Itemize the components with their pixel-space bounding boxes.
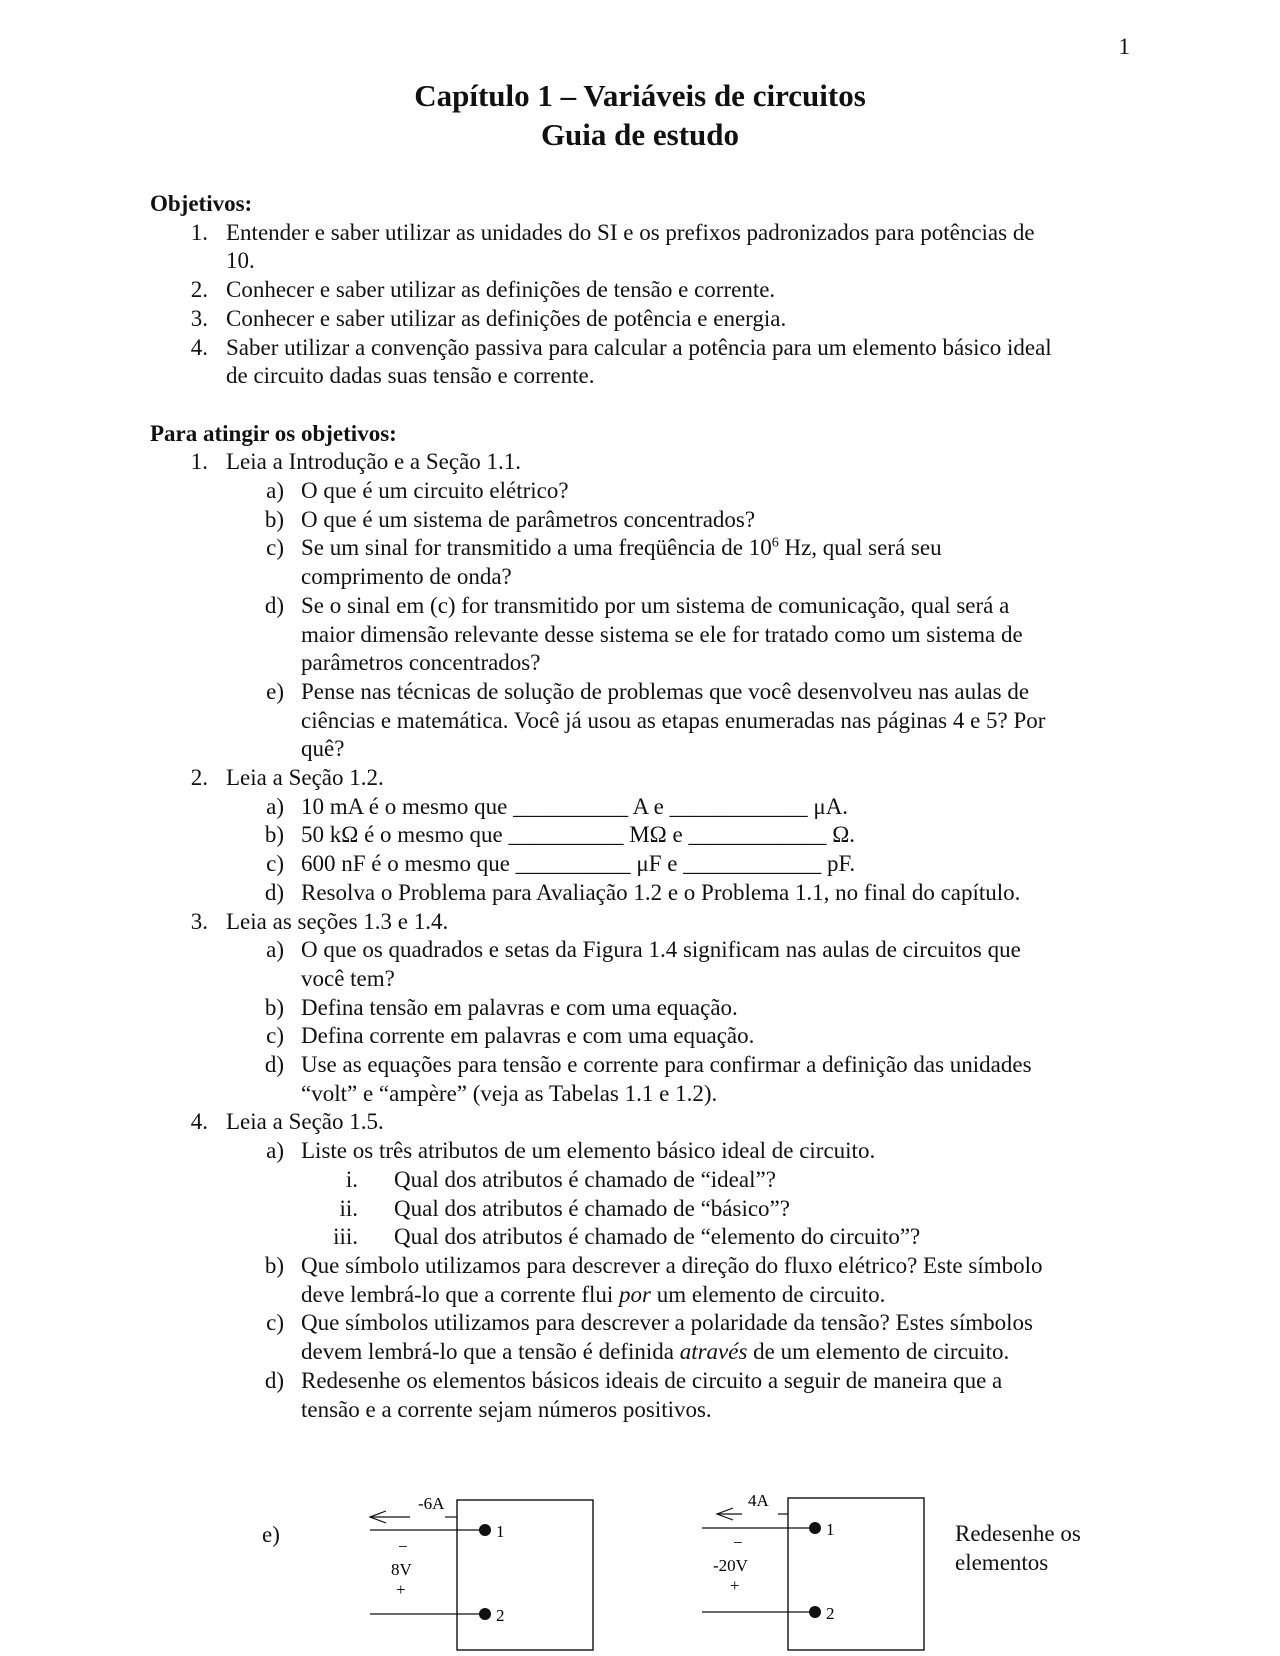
sub-item-text: Pense nas técnicas de solução de problemas que você desenvolveu nas aulas de <box>301 678 1030 704</box>
item-text-line: Saber utilizar a convenção passiva para calcular a potência para um elemento básico ideal <box>226 334 1052 360</box>
sub-item-label: b) <box>264 994 284 1020</box>
page-title <box>0 76 1280 154</box>
sub-item-label: d) <box>264 879 284 905</box>
roman-sub-item <box>150 1195 1150 1224</box>
sub-item-text: quê? <box>301 736 345 762</box>
minus-sign: − <box>733 1533 743 1552</box>
roman-label: iii. <box>333 1224 358 1250</box>
sub-item <box>150 821 1150 850</box>
node-1-label: 1 <box>826 1520 835 1539</box>
sub-item-text: 600 nF é o mesmo que __________ μF e ____________ pF. <box>301 851 856 877</box>
voltage-label: -20V <box>713 1556 748 1575</box>
objective-item <box>150 276 1150 305</box>
sub-item-label: c) <box>266 1310 284 1336</box>
sub-item-text: Liste os três atributos de um elemento básico ideal de circuito. <box>301 1138 876 1164</box>
sub-item <box>150 1051 1150 1108</box>
steps-heading: Para atingir os objetivos: <box>150 420 397 446</box>
item-text-line: Leia as seções 1.3 e 1.4. <box>226 908 449 934</box>
sub-item-label: e) <box>262 1522 280 1547</box>
sub-item-text: O que é um sistema de parâmetros concentrados? <box>301 506 756 532</box>
roman-sub-item <box>150 1223 1150 1252</box>
item-number: 2. <box>190 277 208 303</box>
sub-item-label: d) <box>264 1052 284 1078</box>
sub-item-text: 10 mA é o mesmo que __________ A e ____________ μA. <box>301 793 849 819</box>
sub-item <box>150 1367 1150 1424</box>
sub-item-text: parâmetros concentrados? <box>301 650 541 676</box>
sub-item-text: comprimento de onda? <box>301 564 512 590</box>
sub-item-text: Que símbolos utilizamos para descrever a polaridade da tensão? Estes símbolos <box>301 1310 1033 1336</box>
sub-item-text: “volt” e “ampère” (veja as Tabelas 1.1 e 1.2). <box>301 1080 718 1106</box>
item-text-line: Conhecer e saber utilizar as definições de tensão e corrente. <box>226 277 776 303</box>
node-2-dot <box>479 1608 491 1620</box>
objective-item <box>150 219 1150 276</box>
node-2-label: 2 <box>826 1604 835 1623</box>
redraw-note <box>955 1520 1081 1577</box>
current-label: 4A <box>748 1491 769 1510</box>
sub-item <box>150 793 1150 822</box>
item-number: 1. <box>190 219 208 245</box>
circuit-2 <box>702 1491 924 1650</box>
sub-item-text: Se um sinal for transmitido a uma freqüência de $10^6$ Hz, qual será seu <box>301 535 942 561</box>
roman-sub-text: Qual dos atributos é chamado de “elemento do circuito”? <box>394 1224 921 1250</box>
sub-item <box>150 477 1150 506</box>
sub-item-text: ciências e matemática. Você já usou as etapas enumeradas nas páginas 4 e 5? Por <box>301 707 1046 733</box>
title-line-1: Capítulo 1 – Variáveis de circuitos <box>414 78 866 113</box>
sub-item-text: tensão e a corrente sejam números positivos. <box>301 1396 712 1422</box>
sub-item-label: b) <box>264 822 284 848</box>
sub-item-text: maior dimensão relevante desse sistema se ele for tratado como um sistema de <box>301 621 1023 647</box>
title-line-2: Guia de estudo <box>540 117 740 152</box>
sub-item-text: Redesenhe os elementos básicos ideais de circuito a seguir de maneira que a <box>301 1367 1003 1393</box>
sub-item-text: você tem? <box>301 965 395 991</box>
emphasis: por <box>619 1281 651 1307</box>
node-2-dot <box>809 1606 821 1618</box>
objective-item <box>150 305 1150 334</box>
minus-sign: − <box>398 1537 408 1556</box>
roman-sub-text: Qual dos atributos é chamado de “básico”? <box>394 1195 790 1221</box>
sub-item-text: Defina tensão em palavras e com uma equação. <box>301 994 738 1020</box>
circuit-1 <box>370 1494 593 1650</box>
exponent: 6 <box>771 535 779 551</box>
item-number: 3. <box>190 305 208 331</box>
sub-item-label: d) <box>264 1367 284 1393</box>
step-item <box>150 764 1150 793</box>
sub-item <box>150 1022 1150 1051</box>
sub-item <box>150 592 1150 678</box>
sub-item-text: deve lembrá-lo que a corrente flui por um elemento de circuito. <box>301 1281 886 1307</box>
item-number: 4. <box>190 1109 208 1135</box>
emphasis: através <box>679 1339 748 1365</box>
sub-item-label: c) <box>266 1023 284 1049</box>
item-text-line: Leia a Seção 1.5. <box>226 1109 384 1135</box>
redraw-note-line: elementos <box>955 1549 1049 1575</box>
sub-item <box>150 879 1150 908</box>
item-number: 2. <box>190 765 208 791</box>
sub-item <box>150 678 1150 764</box>
node-1-dot <box>809 1522 821 1534</box>
step-item <box>150 448 1150 477</box>
item-text-line: Conhecer e saber utilizar as definições de potência e energia. <box>226 305 787 331</box>
node-1-label: 1 <box>496 1522 505 1541</box>
sub-item-text: O que é um circuito elétrico? <box>301 478 569 504</box>
node-2-label: 2 <box>496 1606 505 1625</box>
sub-item <box>150 994 1150 1023</box>
roman-sub-item <box>150 1166 1150 1195</box>
circuit-diagrams <box>0 1480 1280 1656</box>
sub-item-text: Defina corrente em palavras e com uma equação. <box>301 1023 755 1049</box>
item-number: 3. <box>190 908 208 934</box>
sub-item-label: c) <box>266 851 284 877</box>
sub-item-text: 50 kΩ é o mesmo que __________ MΩ e ____________ Ω. <box>301 822 856 848</box>
plus-sign: + <box>730 1576 740 1595</box>
sub-item-label: a) <box>266 793 284 819</box>
voltage-label: 8V <box>391 1560 412 1579</box>
objectives-heading: Objetivos: <box>150 191 253 216</box>
sub-item-text: Se o sinal em (c) for transmitido por um sistema de comunicação, qual será a <box>301 592 1010 618</box>
roman-sub-text: Qual dos atributos é chamado de “ideal”? <box>394 1166 776 1192</box>
sub-item-label: d) <box>264 592 284 618</box>
step-item <box>150 1108 1150 1137</box>
sub-item-label: c) <box>266 535 284 561</box>
circuit-svg <box>0 1480 1280 1656</box>
element-box <box>788 1498 924 1650</box>
node-1-dot <box>479 1524 491 1536</box>
sub-item-label: a) <box>266 937 284 963</box>
item-number: 4. <box>190 334 208 360</box>
sub-item-label: a) <box>266 1138 284 1164</box>
item-number: 1. <box>190 449 208 475</box>
item-text-line: 10. <box>226 248 255 274</box>
sub-item-text: O que os quadrados e setas da Figura 1.4 significam nas aulas de circuitos que <box>301 937 1021 963</box>
page-number: 1 <box>1118 34 1130 59</box>
roman-label: i. <box>345 1166 358 1192</box>
sub-item-text: Use as equações para tensão e corrente para confirmar a definição das unidades <box>301 1052 1032 1078</box>
sub-item-text: devem lembrá-lo que a tensão é definida através de um elemento de circuito. <box>301 1339 1010 1365</box>
sub-item <box>150 534 1150 591</box>
item-text-line: Entender e saber utilizar as unidades do SI e os prefixos padronizados para potências de <box>226 219 1035 245</box>
roman-label: ii. <box>339 1195 358 1221</box>
sub-item-label: a) <box>266 478 284 504</box>
current-label: -6A <box>418 1494 445 1513</box>
sub-item <box>150 506 1150 535</box>
sub-item-text: Resolva o Problema para Avaliação 1.2 e o Problema 1.1, no final do capítulo. <box>301 879 1021 905</box>
sub-item-label: e) <box>266 678 284 704</box>
sub-item-label: b) <box>264 506 284 532</box>
sub-item <box>150 1137 1150 1166</box>
sub-item-text: Que símbolo utilizamos para descrever a direção do fluxo elétrico? Este símbolo <box>301 1253 1043 1278</box>
sub-item-label: b) <box>264 1253 284 1278</box>
element-box <box>457 1500 593 1650</box>
sub-item <box>150 1252 1150 1309</box>
item-text-line: Leia a Seção 1.2. <box>226 765 384 791</box>
plus-sign: + <box>396 1580 406 1599</box>
sub-item <box>150 1309 1150 1366</box>
study-guide-content <box>150 190 1150 1424</box>
item-text-line: Leia a Introdução e a Seção 1.1. <box>226 449 522 475</box>
redraw-note-line: Redesenhe os <box>955 1521 1081 1546</box>
step-item <box>150 908 1150 937</box>
sub-item <box>150 936 1150 993</box>
objective-item <box>150 334 1150 391</box>
item-text-line: de circuito dadas suas tensão e corrente. <box>226 363 595 389</box>
sub-item <box>150 850 1150 879</box>
